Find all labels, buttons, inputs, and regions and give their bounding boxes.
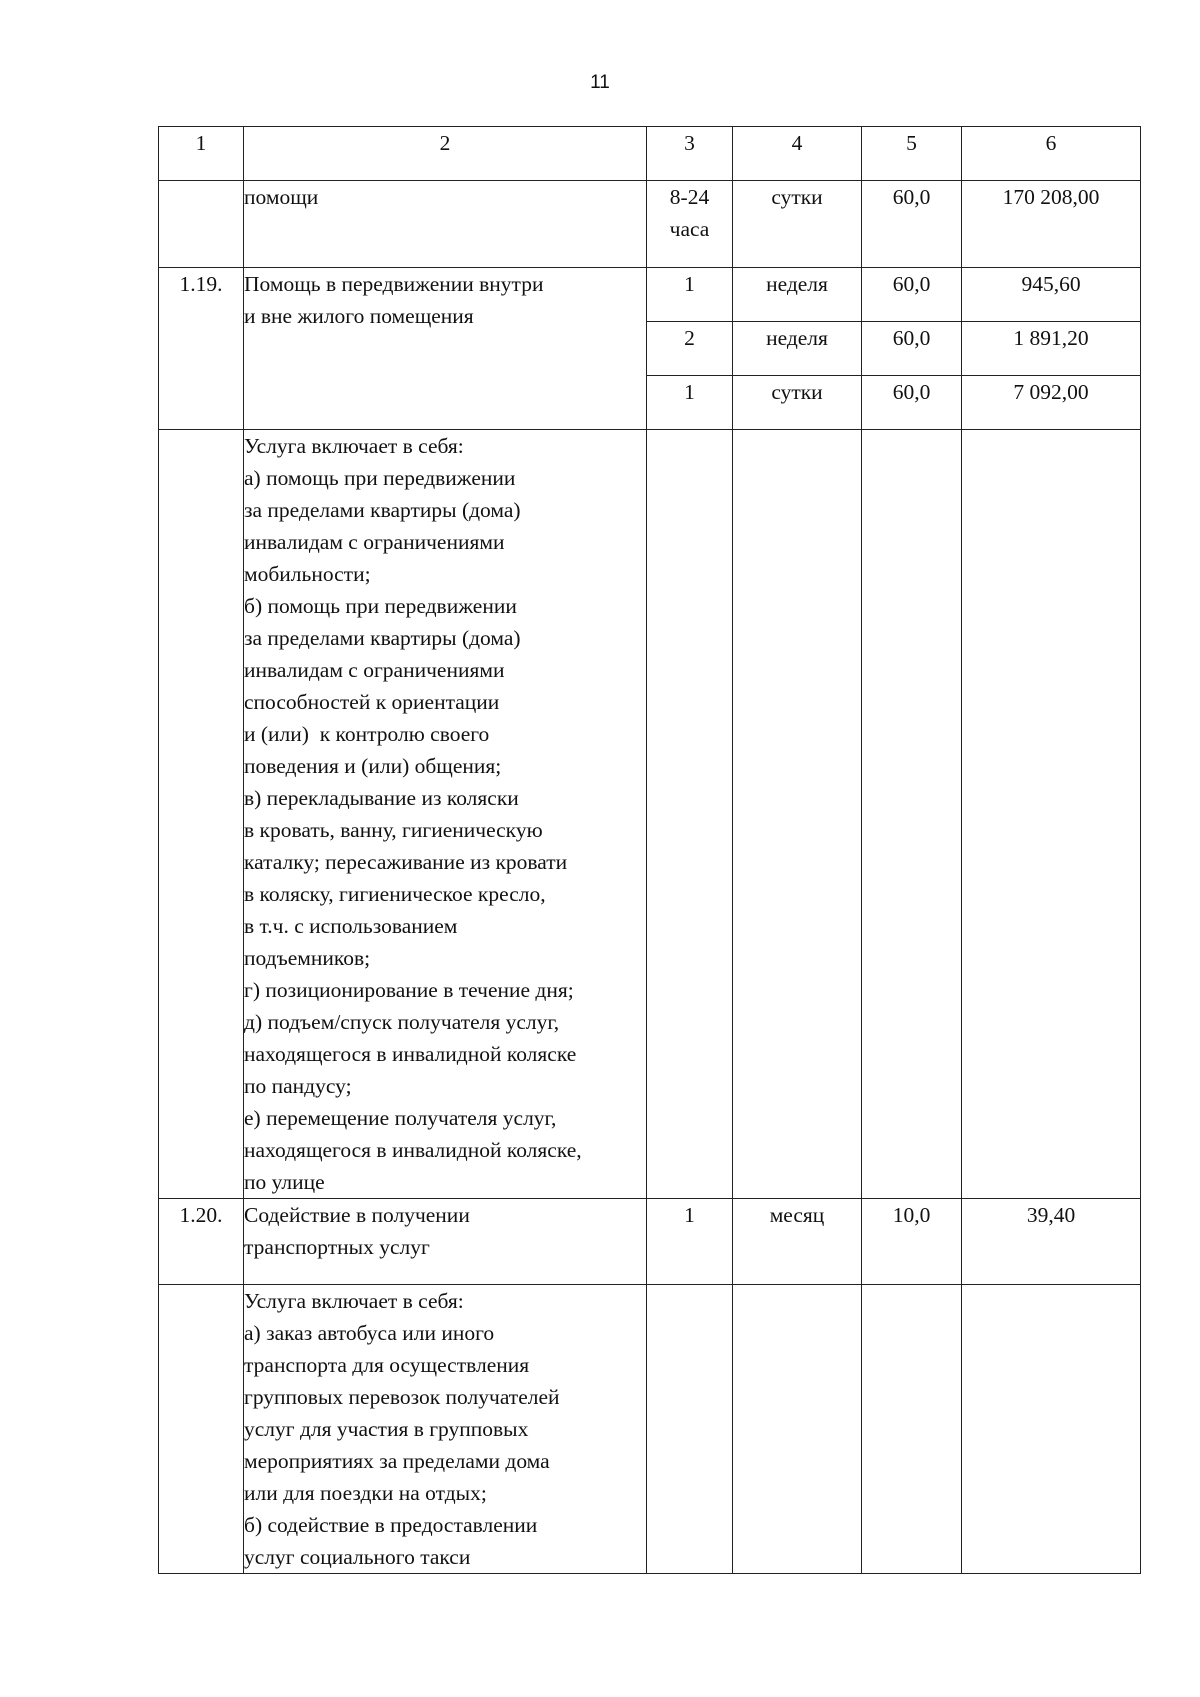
- quantity-cell: [647, 181, 733, 268]
- price-cell: [962, 1285, 1141, 1574]
- norm-cell: [862, 430, 962, 1199]
- table-row: [159, 268, 1141, 322]
- header-col-4: 4: [733, 127, 862, 181]
- quantity-cell: 1: [647, 268, 733, 322]
- header-col-5: 5: [862, 127, 962, 181]
- header-col-3: 3: [647, 127, 733, 181]
- header-col-2: 2: [244, 127, 647, 181]
- price-cell: [962, 430, 1141, 1199]
- header-col-1: 1: [159, 127, 244, 181]
- price-cell: 7 092,00: [962, 376, 1141, 430]
- table-header-row: [159, 127, 1141, 181]
- service-name: Помощь в передвижении внутри и вне жилого помещения: [244, 272, 544, 328]
- row-number-cell: [159, 181, 244, 268]
- row-number-cell: 1.20.: [159, 1199, 244, 1285]
- table-row: [159, 1199, 1141, 1285]
- unit-cell: месяц: [733, 1199, 862, 1285]
- quantity-cell: [647, 430, 733, 1199]
- tariff-table: [158, 126, 1141, 1574]
- table-row: [159, 1285, 1141, 1574]
- service-name-cell: [244, 268, 647, 430]
- row-number-cell: [159, 430, 244, 1199]
- unit-cell: [733, 1285, 862, 1574]
- service-description: Услуга включает в себя: а) помощь при передвижении за пределами квартиры (дома) инвалидам с ограничениями мобильности; б) помощь при передвижении за пределами квартиры (дома) инвалидам с ограничениями способностей к ориентации и (или) к контролю своего поведения и (или) общения; в) перекладывание из коляски в кровать, ванну, гигиеническую каталку; пересаживание из кровати в коляску, гигиеническое кресло, в т.ч. с использованием подъемников; г) позиционирование в течение дня; д) подъем/спуск получателя услуг, находящегося в инвалидной коляске по пандусу; е) перемещение получателя услуг, находящегося в инвалидной коляске, по улице: [244, 434, 582, 1194]
- table-row: [159, 430, 1141, 1199]
- price-cell: 170 208,00: [962, 181, 1141, 268]
- header-col-6: 6: [962, 127, 1141, 181]
- unit-cell: неделя: [733, 322, 862, 376]
- quantity-cell: 1: [647, 1199, 733, 1285]
- norm-cell: 10,0: [862, 1199, 962, 1285]
- norm-cell: [862, 1285, 962, 1574]
- norm-cell: 60,0: [862, 376, 962, 430]
- service-name-cell: [244, 181, 647, 268]
- page-number: 11: [590, 72, 610, 93]
- unit-cell: неделя: [733, 268, 862, 322]
- service-description-cell: [244, 430, 647, 1199]
- row-number-cell: [159, 1285, 244, 1574]
- unit-cell: сутки: [733, 376, 862, 430]
- unit-cell: [733, 430, 862, 1199]
- price-cell: 945,60: [962, 268, 1141, 322]
- price-cell: 39,40: [962, 1199, 1141, 1285]
- service-description-cell: [244, 1285, 647, 1574]
- quantity-cell: [647, 1285, 733, 1574]
- norm-cell: 60,0: [862, 268, 962, 322]
- unit-cell: сутки: [733, 181, 862, 268]
- table-row: [159, 181, 1141, 268]
- service-name: помощи: [244, 185, 319, 209]
- price-cell: 1 891,20: [962, 322, 1141, 376]
- quantity-cell: 1: [647, 376, 733, 430]
- row-number-cell: 1.19.: [159, 268, 244, 430]
- quantity: 8-24 часа: [669, 185, 710, 241]
- norm-cell: 60,0: [862, 322, 962, 376]
- norm-cell: 60,0: [862, 181, 962, 268]
- service-name: Содействие в получении транспортных услуг: [244, 1203, 470, 1259]
- quantity-cell: 2: [647, 322, 733, 376]
- service-description: Услуга включает в себя: а) заказ автобуса или иного транспорта для осуществления групповых перевозок получателей услуг для участия в групповых мероприятиях за пределами дома или для поездки на отдых; б) содействие в предоставлении услуг социального такси: [244, 1289, 560, 1569]
- service-name-cell: [244, 1199, 647, 1285]
